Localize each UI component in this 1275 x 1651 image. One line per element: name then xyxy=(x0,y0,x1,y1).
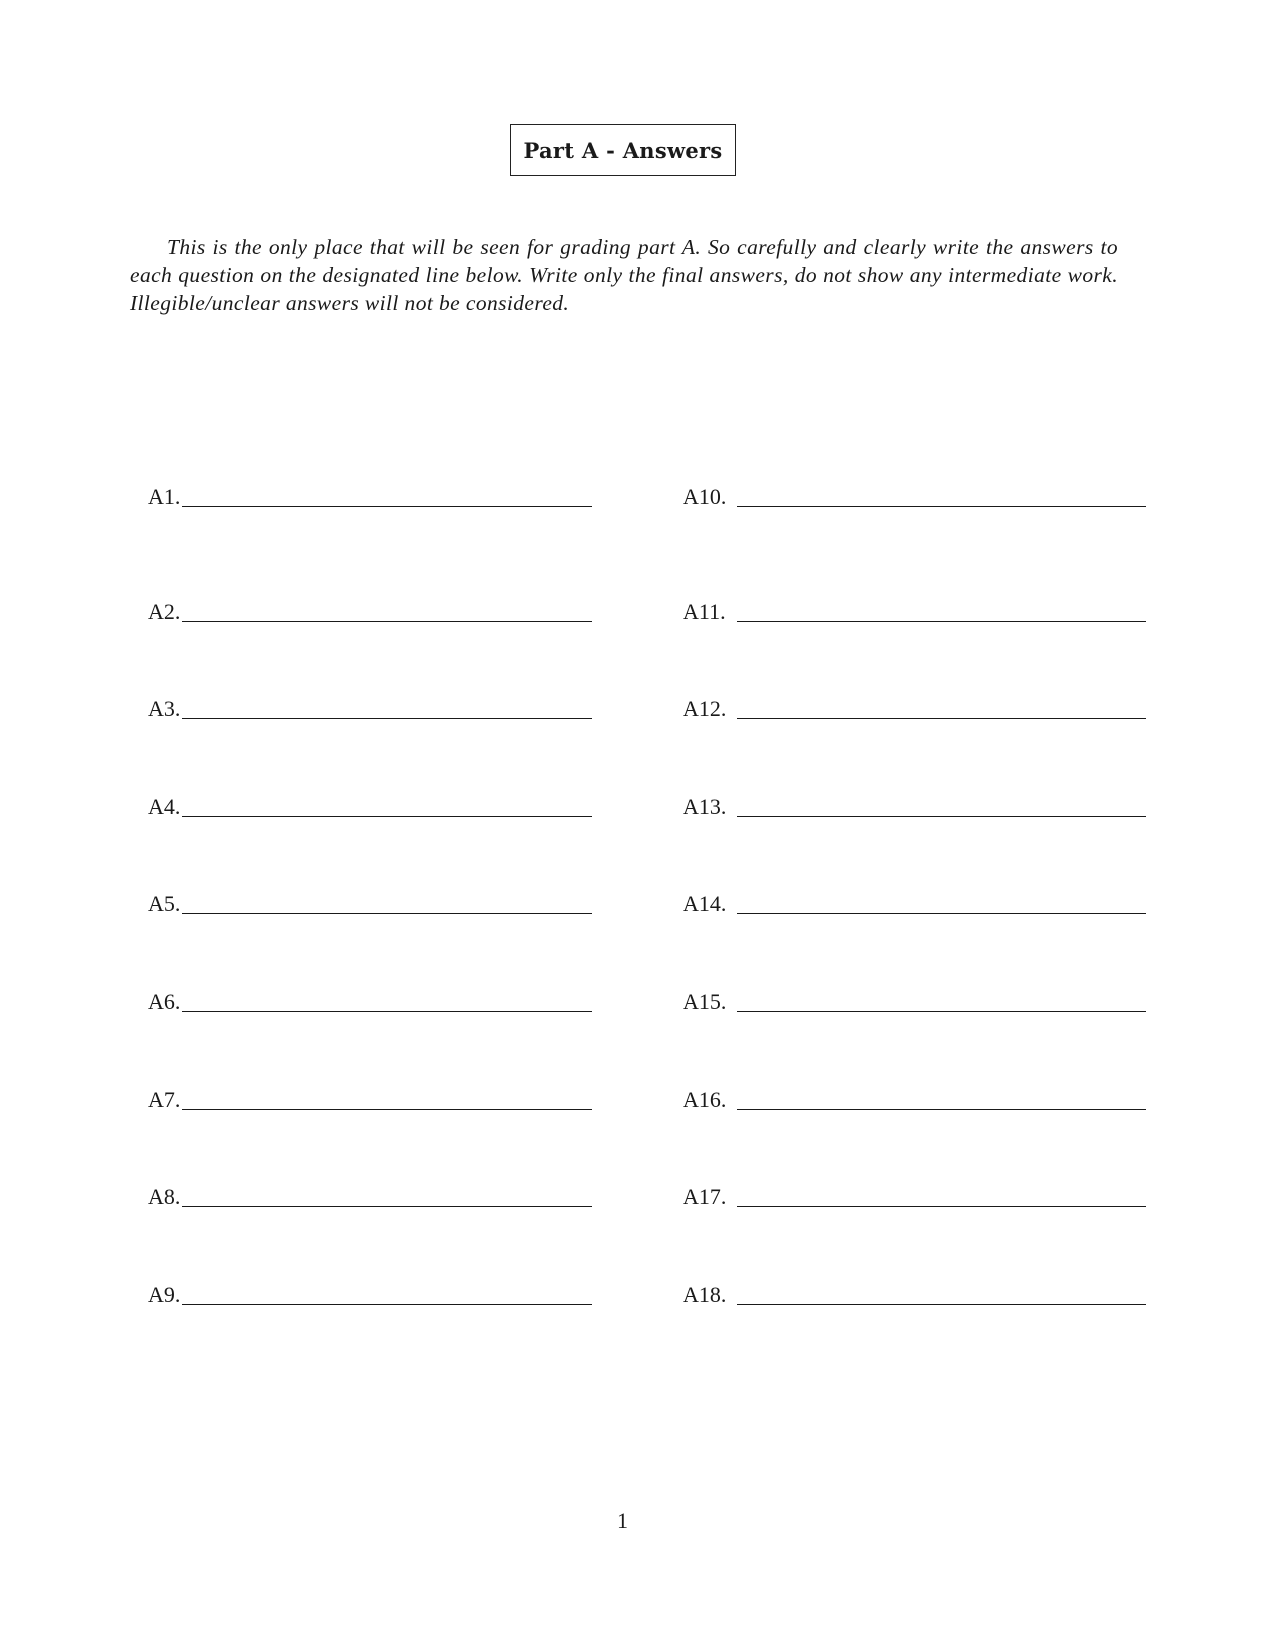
answer-label: A10. xyxy=(683,484,727,509)
answer-row xyxy=(148,1081,592,1111)
answer-row xyxy=(148,1178,592,1208)
answer-label: A5. xyxy=(148,891,181,916)
answer-row xyxy=(148,788,592,818)
answer-label: A13. xyxy=(683,794,727,819)
answer-line[interactable] xyxy=(182,1206,592,1207)
answer-label: A18. xyxy=(683,1282,727,1307)
answer-line[interactable] xyxy=(182,1304,592,1305)
answer-line[interactable] xyxy=(182,816,592,817)
answer-label: A9. xyxy=(148,1282,181,1307)
answer-line[interactable] xyxy=(737,1206,1146,1207)
answer-label: A12. xyxy=(683,696,727,721)
answer-line[interactable] xyxy=(737,913,1146,914)
answer-line[interactable] xyxy=(737,1304,1146,1305)
answer-line[interactable] xyxy=(182,621,592,622)
answer-row xyxy=(148,690,592,720)
answer-row xyxy=(683,690,1146,720)
answer-row xyxy=(148,885,592,915)
answer-label: A8. xyxy=(148,1184,181,1209)
answer-label: A7. xyxy=(148,1087,181,1112)
answer-line[interactable] xyxy=(737,1011,1146,1012)
answer-line[interactable] xyxy=(182,913,592,914)
answer-row xyxy=(683,788,1146,818)
answer-row xyxy=(683,1178,1146,1208)
answer-label: A15. xyxy=(683,989,727,1014)
instructions-paragraph: This is the only place that will be seen for grading part A. So carefully and clearly write the answers to each question on the designated line below. Write only the final answers, do not show any intermediate work. Illegible/unclear answers will not be considered. xyxy=(130,235,1118,315)
answer-line[interactable] xyxy=(737,1109,1146,1110)
answer-label: A16. xyxy=(683,1087,727,1112)
answer-row xyxy=(148,983,592,1013)
answer-label: A11. xyxy=(683,599,726,624)
answer-row xyxy=(683,478,1146,508)
answer-label: A3. xyxy=(148,696,181,721)
answer-row xyxy=(148,1276,592,1306)
answer-row xyxy=(683,1276,1146,1306)
answer-line[interactable] xyxy=(737,718,1146,719)
answer-row xyxy=(148,593,592,623)
answer-row xyxy=(683,1081,1146,1111)
answer-line[interactable] xyxy=(737,816,1146,817)
page-number: 1 xyxy=(617,1508,628,1533)
answer-line[interactable] xyxy=(182,1011,592,1012)
answer-line[interactable] xyxy=(182,1109,592,1110)
answer-row xyxy=(683,983,1146,1013)
answer-line[interactable] xyxy=(182,718,592,719)
answer-row xyxy=(683,593,1146,623)
answer-row xyxy=(683,885,1146,915)
answer-label: A1. xyxy=(148,484,181,509)
answer-row xyxy=(148,478,592,508)
answer-line[interactable] xyxy=(182,506,592,507)
answer-label: A17. xyxy=(683,1184,727,1209)
page-title: Part A - Answers xyxy=(510,124,736,176)
answer-label: A6. xyxy=(148,989,181,1014)
answer-line[interactable] xyxy=(737,506,1146,507)
answer-line[interactable] xyxy=(737,621,1146,622)
answer-label: A2. xyxy=(148,599,181,624)
answer-label: A14. xyxy=(683,891,727,916)
answer-label: A4. xyxy=(148,794,181,819)
